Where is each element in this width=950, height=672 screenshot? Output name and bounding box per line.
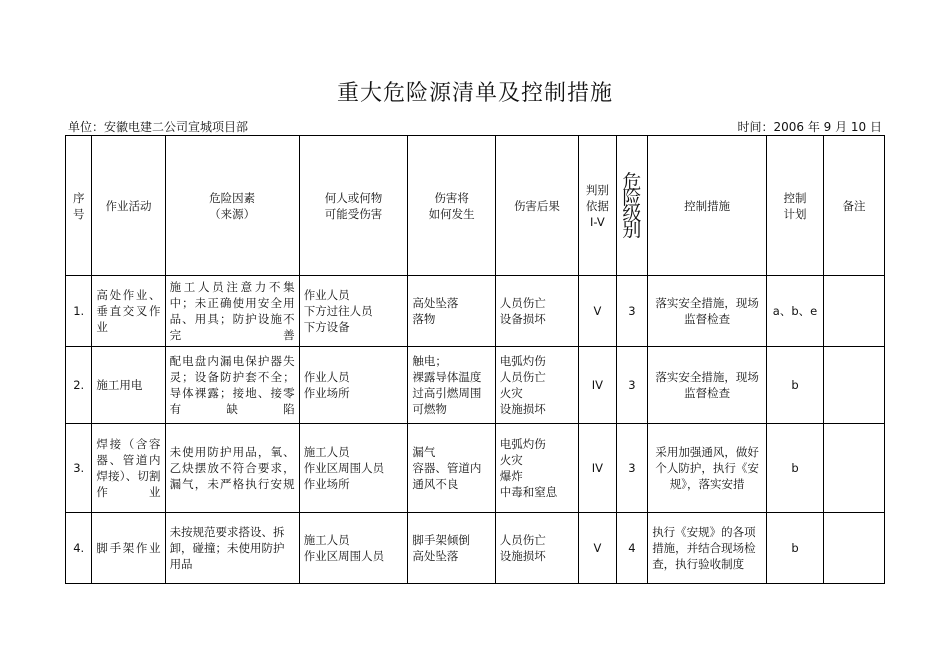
row-factor: 未使用防护用品，氧、乙炔摆放不符合要求，漏气，未严格执行安规 bbox=[165, 424, 299, 513]
header-plan: 控制 计划 bbox=[767, 136, 824, 276]
row-plan: a、b、e bbox=[767, 276, 824, 347]
row-no: 4. bbox=[66, 513, 92, 584]
document-title: 重大危险源清单及控制措施 bbox=[336, 81, 613, 106]
row-no: 2. bbox=[66, 347, 92, 424]
row-how: 脚手架倾倒 高处坠落 bbox=[408, 513, 495, 584]
row-basis: IV bbox=[579, 424, 617, 513]
row-factor: 配电盘内漏电保护器失灵；设备防护套不全；导体裸露；接地、接零有缺陷 bbox=[165, 347, 299, 424]
row-activity: 高处作业、垂直交叉作业 bbox=[92, 276, 165, 347]
table-row bbox=[66, 347, 885, 424]
row-level: 3 bbox=[616, 424, 648, 513]
row-how: 触电； 裸露导体温度过高引燃周围可燃物 bbox=[408, 347, 495, 424]
row-no: 3. bbox=[66, 424, 92, 513]
row-factor: 未按规范要求搭设、拆卸，碰撞；未使用防护用品 bbox=[165, 513, 299, 584]
row-remark bbox=[823, 276, 884, 347]
row-level: 4 bbox=[616, 513, 648, 584]
table-row bbox=[66, 276, 885, 347]
row-factor: 施工人员注意力不集中；未正确使用安全用品、用具；防护设施不完善 bbox=[165, 276, 299, 347]
row-level: 3 bbox=[616, 276, 648, 347]
row-measures: 落实安全措施，现场监督检查 bbox=[648, 276, 767, 347]
row-remark bbox=[823, 513, 884, 584]
table-row bbox=[66, 513, 885, 584]
row-activity: 焊接（含容器、管道内焊接）、切割作业 bbox=[92, 424, 165, 513]
row-remark bbox=[823, 424, 884, 513]
row-remark bbox=[823, 347, 884, 424]
row-basis: V bbox=[579, 276, 617, 347]
header-measures: 控制措施 bbox=[648, 136, 767, 276]
header-row bbox=[66, 136, 885, 276]
row-plan: b bbox=[767, 424, 824, 513]
header-activity: 作业活动 bbox=[92, 136, 165, 276]
row-affected: 施工人员 作业区周围人员 bbox=[299, 513, 408, 584]
date-label: 时间：2006 年 9 月 10 日 bbox=[737, 120, 882, 134]
row-activity: 施工用电 bbox=[92, 347, 165, 424]
row-how: 漏气 容器、管道内通风不良 bbox=[408, 424, 495, 513]
table-row bbox=[66, 424, 885, 513]
row-consequence: 人员伤亡 设备损坏 bbox=[495, 276, 578, 347]
row-measures: 执行《安规》的各项措施，并结合现场检查，执行验收制度 bbox=[648, 513, 767, 584]
header-affected: 何人或何物 可能受伤害 bbox=[299, 136, 408, 276]
unit-label: 单位：安徽电建二公司宣城项目部 bbox=[68, 120, 249, 134]
row-basis: V bbox=[579, 513, 617, 584]
row-plan: b bbox=[767, 513, 824, 584]
row-consequence: 电弧灼伤 火灾 爆炸 中毒和窒息 bbox=[495, 424, 578, 513]
row-basis: IV bbox=[579, 347, 617, 424]
row-consequence: 人员伤亡 设施损坏 bbox=[495, 513, 578, 584]
header-factor: 危险因素 （来源） bbox=[165, 136, 299, 276]
row-level: 3 bbox=[616, 347, 648, 424]
header-remark: 备注 bbox=[823, 136, 884, 276]
row-no: 1. bbox=[66, 276, 92, 347]
header-no: 序 号 bbox=[66, 136, 92, 276]
header-how: 伤害将 如何发生 bbox=[408, 136, 495, 276]
header-consequence: 伤害后果 bbox=[495, 136, 578, 276]
row-affected: 施工人员 作业区周围人员 作业场所 bbox=[299, 424, 408, 513]
row-measures: 落实安全措施，现场监督检查 bbox=[648, 347, 767, 424]
row-how: 高处坠落 落物 bbox=[408, 276, 495, 347]
row-activity: 脚手架作业 bbox=[92, 513, 165, 584]
row-affected: 作业人员 作业场所 bbox=[299, 347, 408, 424]
header-level: 危 险 级 别 bbox=[616, 136, 648, 276]
row-affected: 作业人员 下方过往人员 下方设备 bbox=[299, 276, 408, 347]
hazard-table bbox=[65, 135, 885, 584]
row-measures: 采用加强通风，做好个人防护，执行《安规》，落实安措 bbox=[648, 424, 767, 513]
row-consequence: 电弧灼伤 人员伤亡 火灾 设施损坏 bbox=[495, 347, 578, 424]
row-plan: b bbox=[767, 347, 824, 424]
header-basis: 判别 依据 I-V bbox=[579, 136, 617, 276]
